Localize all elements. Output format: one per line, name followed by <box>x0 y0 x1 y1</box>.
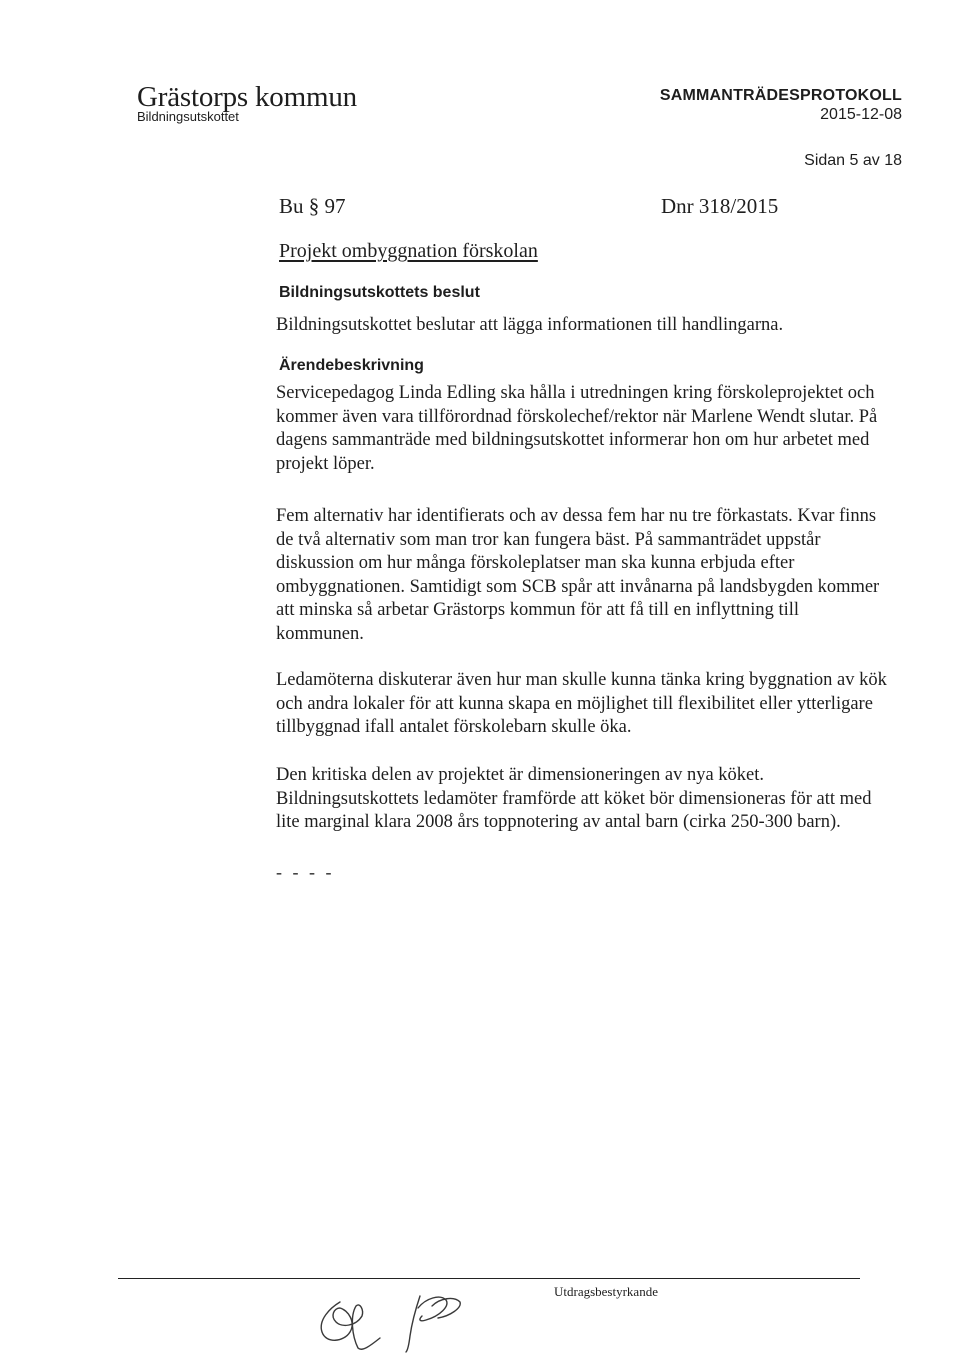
description-paragraph: Servicepedagog Linda Edling ska hålla i utredningen kring förskoleprojektet och kommer även vara tillförordnad förskolechef/rektor när Marlene Wendt slutar. På dagens sammanträde med bildningsutskottet informerar hon om hur arbetet med projekt löper. <box>276 383 878 474</box>
description-paragraph: Ledamöterna diskuterar även hur man skulle kunna tänka kring byggnation av kök och andra lokaler för att kunna skapa en möjlighet till flexibilitet eller ytterligare tillbyggnad ifall antalet förskolebarn skulle öka. <box>276 670 887 738</box>
meeting-date: 2015-12-08 <box>820 106 902 123</box>
description-paragraph: Fem alternativ har identifierats och av dessa fem har nu tre förkastats. Kvar finns de två alternativ som man tror kan fungera bäst. På sammanträdet uppstår diskussion om hur många förskoleplatser man ska kunna erbjuda efter ombyggnationen. Samtidigt som SCB spår att invånarna på landsbygden kommer att minska så arbetar Grästorps kommun för att få till en inflyttning till kommunen. <box>276 506 880 644</box>
diary-number: Dnr 318/2015 <box>661 194 779 218</box>
handwritten-signature <box>300 1286 480 1354</box>
paragraph-number: Bu § 97 <box>279 194 346 218</box>
page-number: Sidan 5 av 18 <box>804 152 902 169</box>
committee-name: Bildningsutskottet <box>137 109 239 124</box>
municipality-name: Grästorps kommun <box>137 81 357 113</box>
document-type: SAMMANTRÄDESPROTOKOLL <box>659 87 902 104</box>
description-heading: Ärendebeskrivning <box>279 357 424 374</box>
description-paragraph: Den kritiska delen av projektet är dimensioneringen av nya köket. Bildningsutskottets ledamöter framförde att köket bör dimensioneras för att med lite marginal klara 2008 års toppnotering av antal barn (cirka 250-300 barn). <box>276 765 872 833</box>
signature-label: Utdragsbestyrkande <box>554 1284 658 1299</box>
item-title: Projekt ombyggnation förskolan <box>279 240 538 262</box>
decision-heading: Bildningsutskottets beslut <box>279 284 480 301</box>
end-marker: - - - - <box>276 862 335 882</box>
signature-line <box>118 1278 860 1279</box>
decision-text: Bildningsutskottet beslutar att lägga informationen till handlingarna. <box>276 315 784 335</box>
